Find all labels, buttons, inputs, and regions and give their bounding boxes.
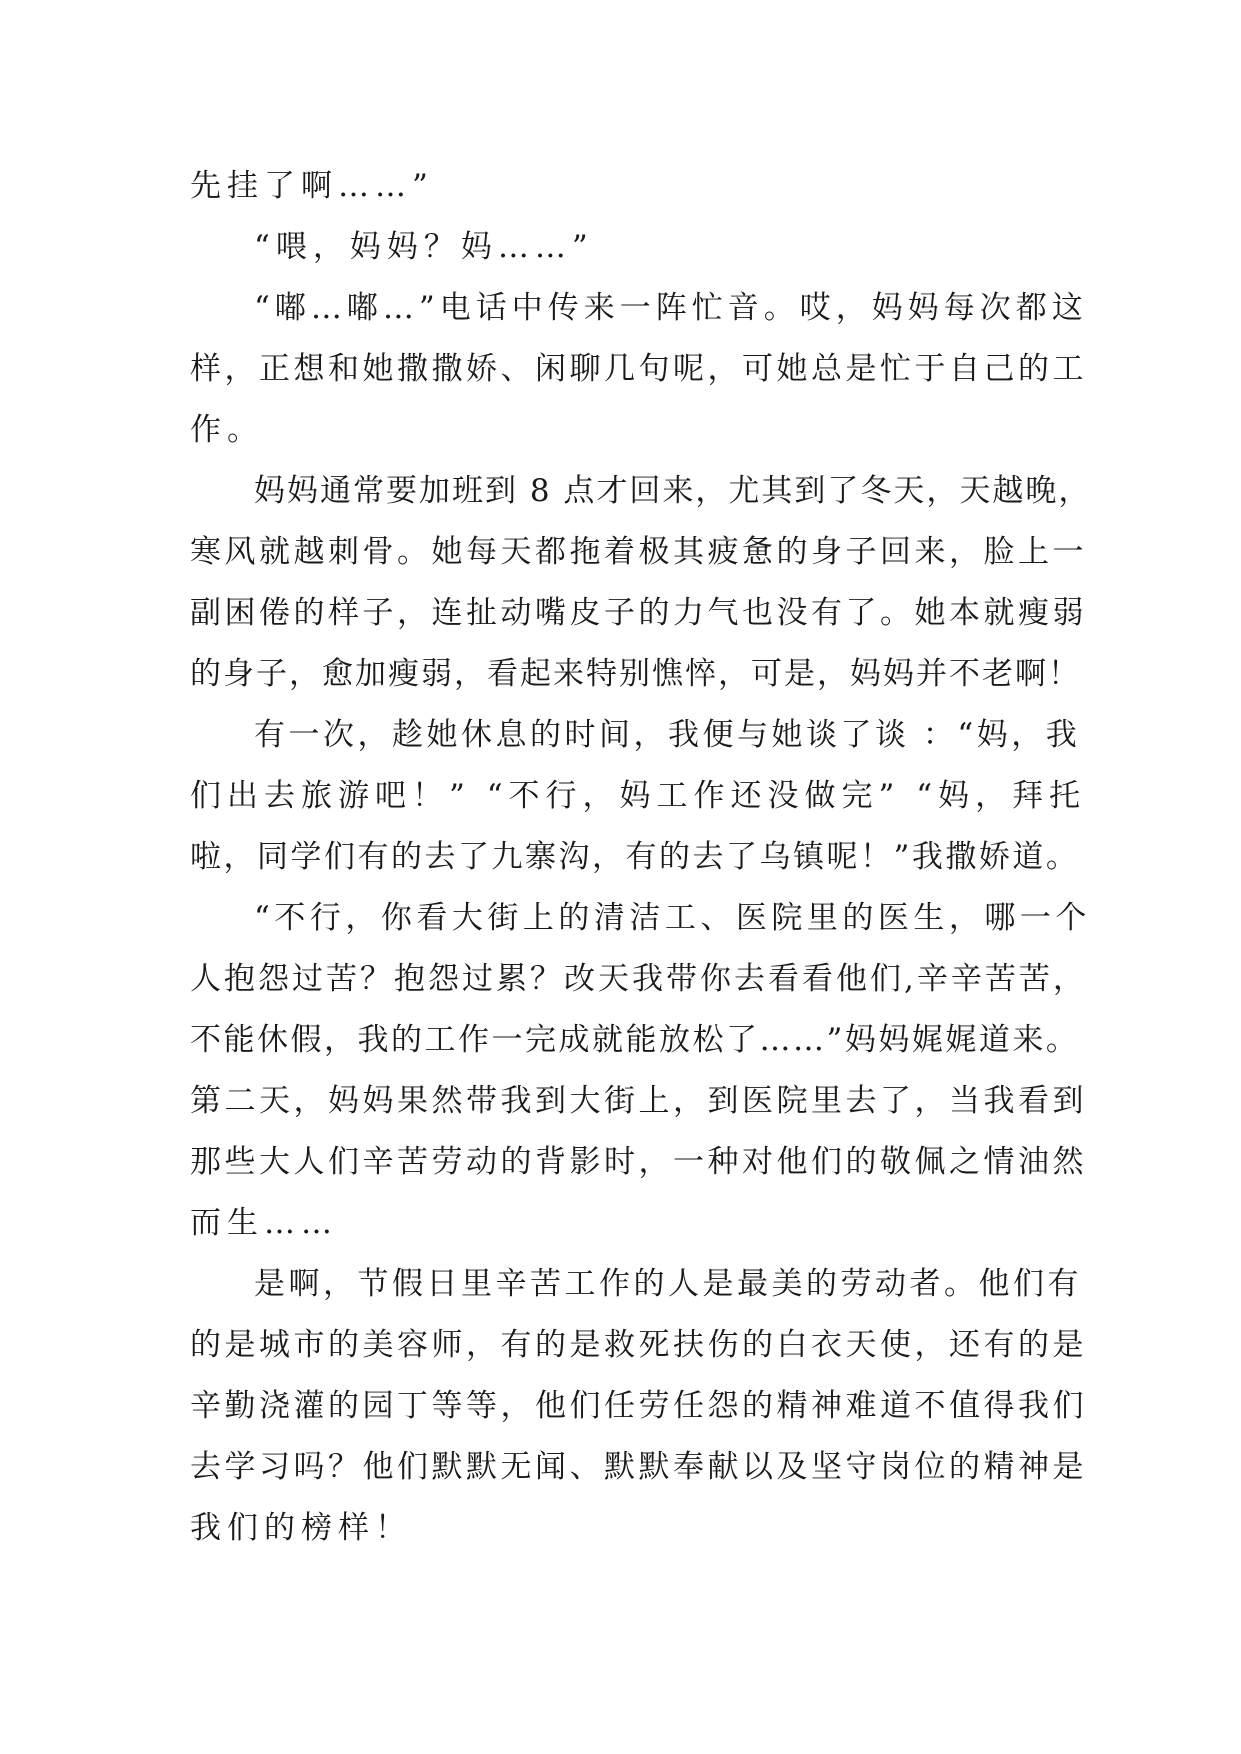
text-line: 有一次，趁她休息的时间，我便与她谈了谈 ：“妈，我 xyxy=(254,717,1081,753)
text-line: 样，正想和她撒撒娇、闲聊几句呢，可她总是忙于自己的工 xyxy=(190,351,1087,387)
text-line: 第二天，妈妈果然带我到大街上，到医院里去了，当我看到 xyxy=(190,1083,1087,1119)
text-line: 的是城市的美容师，有的是救死扶伤的白衣天使，还有的是 xyxy=(190,1327,1087,1363)
text-line: 啦，同学们有的去了九寨沟，有的去了乌镇呢！”我撒娇道。 xyxy=(190,839,1080,875)
text-line: 我们的榜样！ xyxy=(190,1510,412,1546)
text-line: 寒风就越刺骨。她每天都拖着极其疲惫的身子回来，脸上一 xyxy=(190,534,1087,570)
text-line: “不行，你看大街上的清洁工、医院里的医生，哪一个 xyxy=(254,900,1091,936)
text-line: 辛勤浇灌的园丁等等，他们任劳任怨的精神难道不值得我们 xyxy=(190,1388,1087,1424)
text-line: 作。 xyxy=(190,412,264,448)
essay-body xyxy=(190,156,1092,1559)
text-line: 妈妈通常要加班到 8 点才回来，尤其到了冬天，天越晚， xyxy=(254,473,1092,509)
text-line: 去学习吗？他们默默无闻、默默奉献以及坚守岗位的精神是 xyxy=(190,1449,1087,1485)
text-line: “嘟…嘟…”电话中传来一阵忙音。哎，妈妈每次都这 xyxy=(254,290,1088,326)
text-line: 是啊，节假日里辛苦工作的人是最美的劳动者。他们有 xyxy=(254,1266,1082,1302)
text-line: “喂，妈妈？妈……” xyxy=(254,229,594,265)
text-line: 先挂了啊……” xyxy=(190,168,434,204)
text-line: 的身子，愈加瘦弱，看起来特别憔悴，可是，妈妈并不老啊！ xyxy=(190,656,1081,692)
text-line: 那些大人们辛苦劳动的背影时，一种对他们的敬佩之情油然 xyxy=(190,1144,1087,1180)
text-line: 副困倦的样子，连扯动嘴皮子的力气也没有了。她本就瘦弱 xyxy=(190,595,1087,631)
text-line: 不能休假，我的工作一完成就能放松了……”妈妈娓娓道来。 xyxy=(190,1022,1080,1058)
text-line: 而生…… xyxy=(190,1205,338,1241)
text-line: 们出去旅游吧！” “不行，妈工作还没做完” “妈，拜托 xyxy=(190,778,1087,814)
text-line: 人抱怨过苦？抱怨过累？改天我带你去看看他们,辛辛苦苦， xyxy=(190,961,1087,997)
